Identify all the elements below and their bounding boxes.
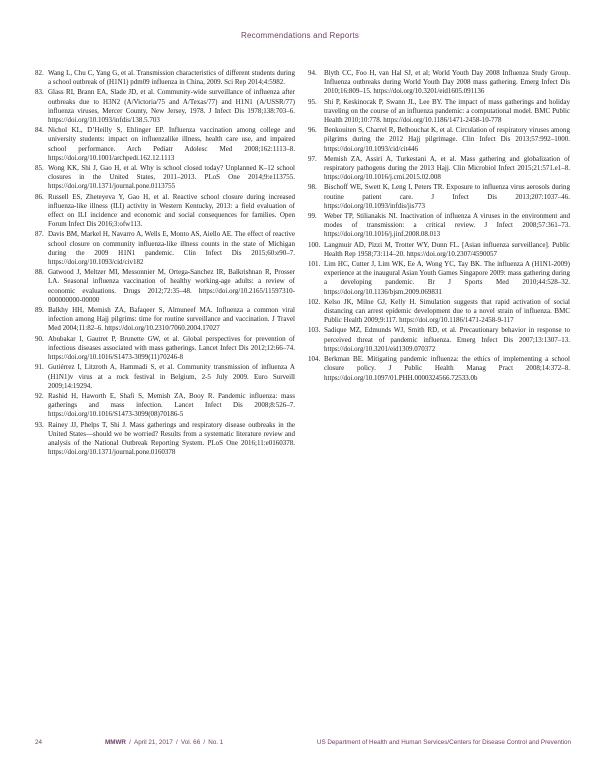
reference-number: 86. (35, 192, 44, 201)
reference-number: 103. (308, 326, 321, 335)
reference-text: Balkhy HH, Memish ZA, Bafaqeer S, Almuneef MA. Influenza a common viral infection among Hajj pilgrims: time for routine surveillance and vaccination. J Travel Med 2004;11:82–6. https://doi.org/10.2310/7060.2004.17027 (48, 306, 295, 333)
reference-item (308, 241, 570, 259)
reference-number: 97. (308, 154, 317, 163)
reference-number: 104. (308, 355, 321, 364)
reference-text: Rainey JJ, Phelps T, Shi J. Mass gatherings and respiratory disease outbreaks in the United States—should we be worried? Results from a systematic literature review and analysis of the National Outbreak Reporting System. PLoS One 2016;11:e0160378. https://doi.org/10.1371/journal.pone.0160378 (48, 420, 295, 457)
reference-text: Berkman BE. Mitigating pandemic influenza: the ethics of implementing a school closure policy. J Public Health Manag Pract 2008;14:372–8. https://doi.org/10.1097/01.PHH.0000324566.72533.0b (324, 355, 570, 382)
reference-item (308, 183, 570, 211)
reference-item (35, 421, 295, 458)
reference-text: Bischoff WE, Swett K, Leng I, Peters TR. Exposure to influenza virus aerosols during routine patient care. J Infect Dis 2013;207:1037–46. https://doi.org/10.1093/infdis/jis773 (324, 183, 570, 210)
reference-item (35, 126, 295, 163)
reference-text: Russell ES, Zheteyeva Y, Gao H, et al. Reactive school closure during increased influenza-like illness (ILI) activity in Western Kentucky, 2013: a field evaluation of effect on ILI incidence and economic and social consequences for families. Open Forum Infect Dis 2016;3:ofw113. (48, 192, 295, 229)
reference-item (308, 126, 570, 154)
reference-text: Davis BM, Markel H, Navarro A, Wells E, Monto AS, Aiello AE. The effect of reactive school closure on community influenza-like illness counts in the state of Michigan during the 2009 H1N1 pandemic. Clin Infect Dis 2015;60:e90–7. https://doi.org/10.1093/cid/civ182 (48, 230, 295, 267)
reference-item (35, 268, 295, 305)
reference-item (35, 88, 295, 125)
reference-item (308, 298, 570, 326)
page-footer (0, 739, 600, 751)
reference-item (35, 335, 295, 363)
reference-text: Rashid H, Haworth E, Shafi S, Memish ZA, Booy R. Pandemic influenza: mass gatherings and mass infection. Lancet Infect Dis 2008;8:526–7. https://doi.org/10.1016/S1473-3099(08)70186-5 (48, 391, 295, 419)
reference-number: 83. (35, 88, 44, 97)
reference-number: 84. (35, 126, 44, 135)
reference-number: 101. (308, 260, 321, 269)
reference-text: Nichol KL, D’Heilly S, Ehlinger EP. Influenza vaccination among college and university students: impact on influenzalike illness, health care use, and impaired school performance. Arch Pediatr Adolesc Med 2008;162:1113–8. https://doi.org/10.1001/archpedi.162.12.1113 (48, 126, 295, 162)
reference-number: 90. (35, 334, 44, 343)
reference-item (35, 164, 295, 192)
reference-number: 91. (35, 363, 44, 372)
reference-item (308, 69, 570, 97)
reference-text: Benkouiten S, Charrel R, Belhouchat K, et al. Circulation of respiratory viruses among pilgrims during the 2012 Hajj pilgrimage. Clin Infect Dis 2013;57:992–1000. https://doi.org/10.1093/cid/cit446 (324, 126, 570, 153)
reference-number: 82. (35, 69, 44, 77)
reference-text: Sadique MZ, Edmunds WJ, Smith RD, et al. Precautionary behavior in response to perceived threat of pandemic influenza. Emerg Infect Dis 2007;13:1307–13. https://doi.org/10.3201/eid1309.070372 (324, 326, 570, 353)
reference-item (308, 155, 570, 183)
page-number: 24 (35, 739, 43, 746)
reference-number: 99. (308, 212, 317, 221)
footer-journal-issue: / April 21, 2017 / Vol. 66 / No. 1 (125, 739, 224, 746)
footer-agency: US Department of Health and Human Services/Centers for Disease Control and Prevention (316, 739, 571, 746)
reference-item (308, 355, 570, 383)
reference-number: 89. (35, 306, 44, 315)
reference-text: Gutiérrez I, Litzroth A, Hammadi S, et al. Community transmission of influenza A (H1N1)v virus at a rock festival in Belgium, 2-5 July 2009. Euro Surveill 2009;14:19294. (48, 363, 295, 390)
references-section (35, 69, 570, 458)
reference-item (308, 212, 570, 240)
reference-text: Lim HC, Cutter J, Lim WK, Ee A, Wong YC, Tay BK. The influenza A (H1N1-2009) experience at the inaugural Asian Youth Games Singapore 2009: mass gathering during a developing pandemic. Br J Sports Med 2010;44:528–32. https://doi.org/10.1136/bjsm.2009.069831 (324, 260, 570, 296)
reference-text: Wang L, Chu C, Yang G, et al. Transmission characteristics of different students during a school outbreak of (H1N1) pdm09 influenza in China, 2009. Sci Rep 2014;4:5982. (48, 69, 295, 87)
reference-number: 92. (35, 391, 44, 400)
reference-text: Kelso JK, Milne GJ, Kelly H. Simulation suggests that rapid activation of social distancing can arrest epidemic development due to a novel strain of influenza. BMC Public Health 2009;9:117. https://doi.org/10.1186/1471-2458-9-117 (324, 297, 570, 325)
reference-number: 93. (35, 420, 44, 429)
references-column-right (308, 69, 570, 458)
reference-text: Weber TP, Stilianakis NI. Inactivation of influenza A viruses in the environment and modes of transmission: a critical review. J Infect 2008;57:361–73. https://doi.org/10.1016/j.jinf.2008.08.013 (324, 212, 570, 239)
reference-item (35, 193, 295, 230)
reference-item (308, 326, 570, 354)
reference-text: Shi P, Keskinocak P, Swann JL, Lee BY. The impact of mass gatherings and holiday traveling on the course of an influenza pandemic: a computational model. BMC Public Health 2010;10:778. https://doi.org/10.1186/1471-2458-10-778 (324, 97, 570, 125)
reference-number: 95. (308, 97, 317, 106)
reference-item (35, 392, 295, 420)
reference-item (35, 306, 295, 334)
reference-item (35, 230, 295, 267)
reference-item (35, 69, 295, 87)
reference-number: 96. (308, 126, 317, 135)
reference-item (308, 98, 570, 126)
reference-item (35, 363, 295, 391)
reference-number: 100. (308, 240, 321, 249)
reference-number: 88. (35, 268, 44, 277)
reference-number: 102. (308, 297, 321, 306)
footer-journal-name: MMWR (105, 739, 126, 746)
reference-text: Langmuir AD, Pizzi M, Trotter WY, Dunn FL. [Asian influenza surveillance]. Public Health Rep 1958;73:114–20. https://doi.org/10.2307/4590057 (324, 240, 570, 258)
reference-item (308, 260, 570, 297)
reference-text: Glass RI, Brann EA, Slade JD, et al. Community-wide surveillance of influenza after outbreaks due to H3N2 (A/Victoria/75 and A/Texas/77) and H1N1 (A/USSR/77) influenza viruses, Mercer County, New Jersey, 1978. J Infect Dis 1978;138:703–6. https://doi.org/10.1093/infdis/138.5.703 (48, 88, 295, 125)
reference-text: Gatwood J, Meltzer MI, Messonnier M, Ortega-Sanchez IR, Balkrishnan R, Prosser LA. Seasonal influenza vaccination of healthy working-age adults: a review of economic evaluations. Drugs 2012;72:35–48. https://doi.org/10.2165/11597310-000000000-00000 (48, 268, 295, 304)
footer-journal-line (105, 739, 223, 746)
reference-number: 98. (308, 183, 317, 192)
running-head-title: Recommendations and Reports (241, 31, 359, 40)
reference-number: 94. (308, 69, 317, 77)
references-column-left (35, 69, 295, 458)
reference-text: Memish ZA, Assiri A, Turkestani A, et al. Mass gathering and globalization of respiratory pathogens during the 2013 Hajj. Clin Microbiol Infect 2015;21:571.e1–8. https://doi.org/10.1016/j.cmi.2015.02.008 (324, 154, 570, 182)
reference-number: 87. (35, 230, 44, 239)
reference-text: Abubakar I, Gautret P, Brunette GW, et al. Global perspectives for prevention of infectious diseases associated with mass gatherings. Lancet Infect Dis 2012;12:66–74. https://doi.org/10.1016/S1473-3099(11)70246-8 (48, 334, 295, 362)
reference-number: 85. (35, 164, 44, 173)
reference-text: Blyth CC, Foo H, van Hal SJ, et al; World Youth Day 2008 Influenza Study Group. Influenza outbreaks during World Youth Day 2008 mass gathering. Emerg Infect Dis 2010;16:809–15. https://doi.org/10.3201/eid1605.091136 (324, 69, 570, 96)
reference-text: Wong KK, Shi J, Gao H, et al. Why is school closed today? Unplanned K–12 school closures in the United States, 2011–2013. PLoS One 2014;9:e113755. https://doi.org/10.1371/journal.pone.0113755 (48, 164, 295, 191)
